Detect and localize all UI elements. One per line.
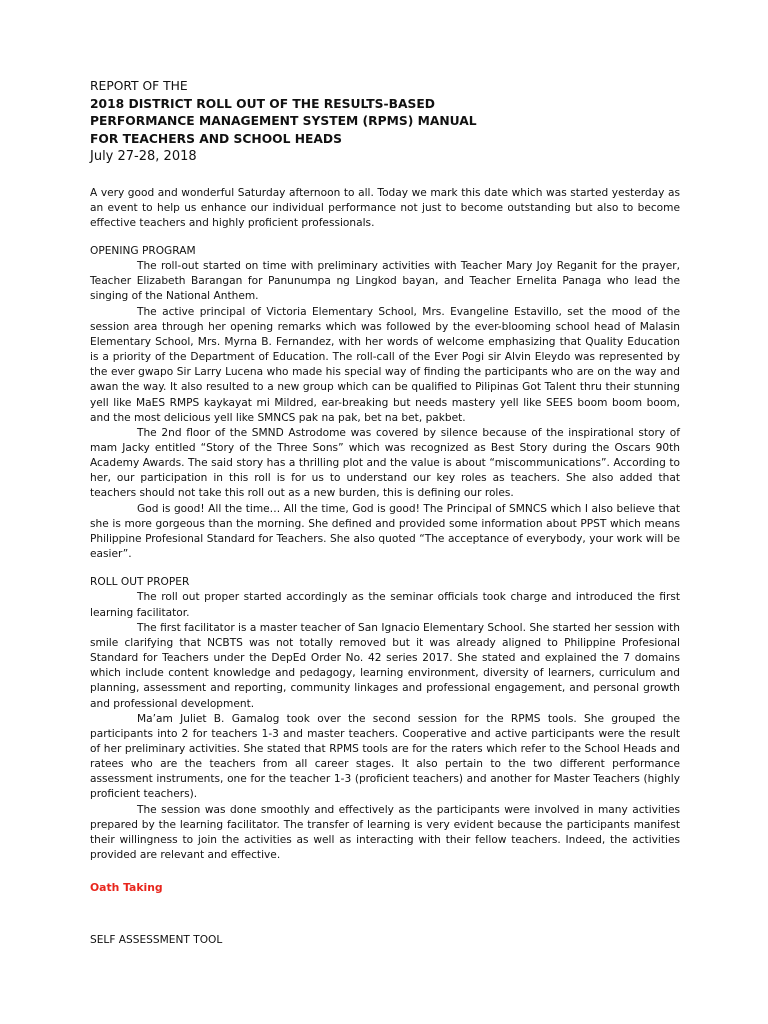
opening-program-heading: OPENING PROGRAM — [90, 244, 196, 257]
opening-paragraph-2: The active principal of Victoria Elementary School, Mrs. Evangeline Estavillo, set the mood of the session area through her opening remarks which was followed by the ever-blooming school head of Malasin Elementary School, Mrs. Myrna B. Fernandez, with her words of welcome emphasizing that Quality Education is a priority of the Department of Education. The roll-call of the Ever Pogi sir Alvin Eleydo was represented by the ever gwapo Sir Larry Lucena who made his special way of finding the participants who are on the way and awan the way. It also resulted to a new group which can be qualified to Pilipinas Got Talent thru their stunning yell like MaES RMPS kaykayat mi Mildred, ear-breaking but needs mastery yell like SEES boom boom boom, and the most delicious yell like SMNCS pak na pak, bet na bet, pakbet. — [90, 305, 680, 424]
opening-paragraph-4: God is good! All the time… All the time, God is good! The Principal of SMNCS which I also believe that she is more gorgeous than the morning. She defined and provided some information about PPST which means Philippine Profesional Standard for Teachers. She also quoted “The acceptance of everybody, your work will be easier”. — [90, 502, 680, 561]
title-line-3: PERFORMANCE MANAGEMENT SYSTEM (RPMS) MANUAL — [90, 114, 477, 128]
document-page — [90, 78, 680, 946]
rollout-paragraph-3: Ma’am Juliet B. Gamalog took over the second session for the RPMS tools. She grouped the participants into 2 for teachers 1-3 and master teachers. Cooperative and active participants were the result of her preliminary activities. She stated that RPMS tools are for the raters which refer to the School Heads and ratees who are the teachers from all career stages. It also pertain to the two different performance assessment instruments, one for the teacher 1-3 (proficient teachers) and another for Master Teachers (highly proficient teachers). — [90, 712, 680, 801]
roll-out-proper-heading: ROLL OUT PROPER — [90, 576, 190, 589]
report-date: July 27-28, 2018 — [90, 149, 197, 164]
intro-paragraph: A very good and wonderful Saturday afternoon to all. Today we mark this date which was started yesterday as an event to help us enhance our individual performance not just to become outstanding but also to become effective teachers and highly proficient professionals. — [90, 186, 680, 229]
rollout-paragraph-4: The session was done smoothly and effectively as the participants were involved in many activities prepared by the learning facilitator. The transfer of learning is very evident because the participants manifest their willingness to join the activities as well as interacting with their fellow teachers. Indeed, the activities provided are relevant and effective. — [90, 803, 680, 862]
opening-paragraph-1: The roll-out started on time with preliminary activities with Teacher Mary Joy Reganit for the prayer, Teacher Elizabeth Barangan for Panunumpa ng Lingkod bayan, and Teacher Ernelita Panaga who lead the singing of the National Anthem. — [90, 260, 680, 303]
rollout-paragraph-1: The roll out proper started accordingly as the seminar officials took charge and introduced the first learning facilitator. — [90, 591, 680, 619]
title-line-4: FOR TEACHERS AND SCHOOL HEADS — [90, 131, 342, 146]
title-line-2: 2018 DISTRICT ROLL OUT OF THE RESULTS-BASED — [90, 96, 435, 111]
rollout-paragraph-2: The first facilitator is a master teacher of San Ignacio Elementary School. She started her session with smile clarifying that NCBTS was not totally removed but it was already aligned to Philippine Profesional Standard for Teachers under the DepEd Order No. 42 series 2017. She stated and explained the 7 domains which include content knowledge and pedagogy, learning environment, diversity of learners, curriculum and planning, assessment and reporting, community linkages and professional engagement, and personal growth and professional development. — [90, 621, 680, 710]
title-line-1: REPORT OF THE — [90, 79, 188, 93]
opening-paragraph-3: The 2nd floor of the SMND Astrodome was covered by silence because of the inspirational story of mam Jacky entitled “Story of the Three Sons” which was recognized as Best Story during the Oscars 90th Academy Awards. The said story has a thrilling plot and the value is about “miscommunications”. According to her, our participation in this roll is for us to understand our key roles as teachers. She also added that teachers should not take this roll out as a new burden, this is defining our roles. — [90, 426, 680, 500]
self-assessment-heading: SELF ASSESSMENT TOOL — [90, 934, 223, 947]
oath-taking-heading: Oath Taking — [90, 881, 163, 895]
report-title — [90, 78, 680, 166]
